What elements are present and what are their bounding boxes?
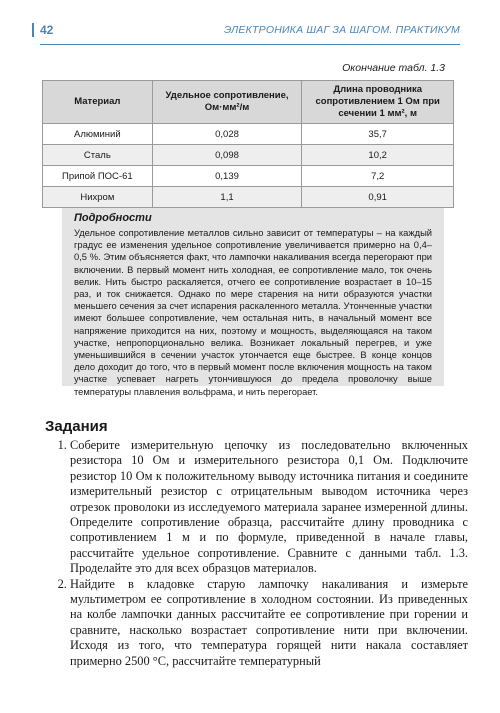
table-cell: Алюминий (43, 124, 153, 145)
page-number: 42 (32, 23, 53, 37)
table-cell: 1,1 (152, 187, 302, 208)
details-box (62, 208, 444, 397)
resistivity-table (42, 80, 454, 208)
table-cell: 0,139 (152, 166, 302, 187)
table-header-row (43, 81, 454, 124)
table-cell: 10,2 (302, 145, 454, 166)
table-cell: 7,2 (302, 166, 454, 187)
table-row (43, 145, 454, 166)
table-caption: Окончание табл. 1.3 (342, 62, 445, 74)
tasks-list (52, 438, 468, 669)
column-header-resistivity: Удельное сопротивление, Ом·мм²/м (152, 81, 302, 124)
page-header (40, 16, 460, 45)
details-title: Подробности (74, 212, 152, 224)
running-title: ЭЛЕКТРОНИКА ШАГ ЗА ШАГОМ. ПРАКТИКУМ (224, 24, 460, 36)
tasks-heading: Задания (45, 418, 108, 435)
table-cell: Нихром (43, 187, 153, 208)
table-cell: Сталь (43, 145, 153, 166)
task-item: 1. Соберите измерительную цепочку из последовательно включенных резистора 10 Ом и измерительного резистора 0,1 Ом. Подключите резистор 10 Ом к положительному выводу источника питания и соедините измерительный резистор с отрицательным выводом источника через отрезок проволоки из исследуемого материала заранее измеренной длины. Определите сопротивление образца, рассчитайте длину проводника с сопротивлением 1 м и по формуле, приведенной в начале главы, рассчитайте удельное сопротивление. Сравните с данными табл. 1.3. Проделайте это для всех образцов материалов. (70, 438, 468, 577)
table-cell: 0,098 (152, 145, 302, 166)
task-item: 2. Найдите в кладовке старую лампочку накаливания и измерьте мультиметром ее сопротивление в холодном состоянии. Из приведенных на колбе лампочки данных рассчитайте ее сопротивление при горении и сравните, насколько возрастает сопротивление нити при включении. Исходя из того, что температура горящей нити накала составляет примерно 2500 °С, рассчитайте температурный (70, 577, 468, 669)
details-text: Удельное сопротивление металлов сильно зависит от температуры – на каждый градус ее изменения удельное сопротивление увеличивается примерно на 0,4–0,5 %. Этим объясняется факт, что лампочки накаливания всегда перегорают при включении. В первый момент нить холодная, ее сопротивление мало, ток очень велик. Нить быстро раскаляется, отчего ее сопротивление возрастает в 10–15 раз, и ток снижается. Однако по мере старения на нити образуются участки меньшего сечения за счет испарения раскаленного металла. Утонченные участки имеют большее сопротивление, чем остальная нить, в начальный момент все напряжение приходится на них, поэтому и мощность, выделяющаяся на таком участке, непропорционально велика. Возникает локальный перегрев, и уже уменьшившийся в сечении участок утончается еще быстрее. В конце концов дело доходит до того, что в первый момент после включения мощность на таком участке успевает нагреть утончившуюся до предела проволочку выше температуры плавления вольфрама, и нить перегорает. (74, 228, 432, 397)
table-row (43, 124, 454, 145)
table-row (43, 166, 454, 187)
table-cell: Припой ПОС-61 (43, 166, 153, 187)
table-cell: 0,91 (302, 187, 454, 208)
table-cell: 35,7 (302, 124, 454, 145)
table-row (43, 187, 454, 208)
column-header-length: Длина проводника сопротивлением 1 Ом при сечении 1 мм², м (302, 81, 454, 124)
table-cell: 0,028 (152, 124, 302, 145)
column-header-material: Материал (43, 81, 153, 124)
